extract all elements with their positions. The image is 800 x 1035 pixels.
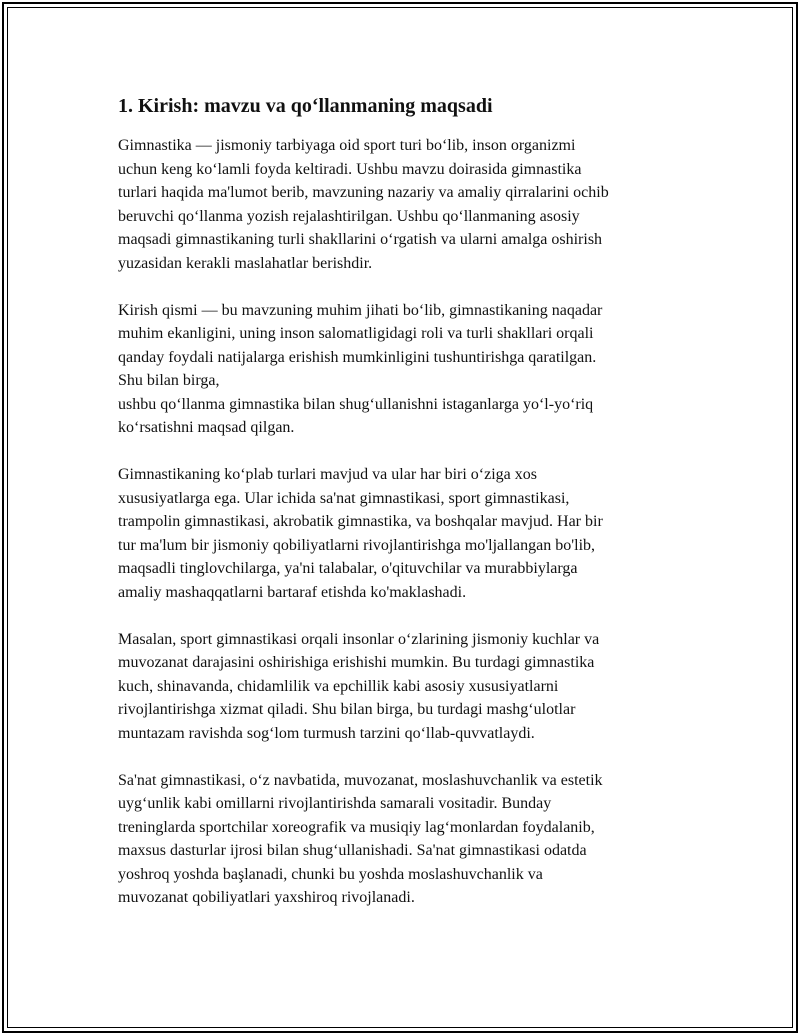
text-line: xususiyatlarga ega. Ular ichida sa'nat gimnastikasi, sport gimnastikasi, [118,489,570,507]
text-line: qanday foydali natijalarga erishish mumkinligini tushuntirishga qaratilgan. [118,348,597,366]
text-line: Shu bilan birga, [118,372,220,389]
text-line: yuzasidan kerakli maslahatlar berishdir. [118,254,373,272]
text-line: ushbu qo‘llanma gimnastika bilan shug‘ullanishni istaganlarga yo‘l-yo‘riq [118,395,594,413]
text-line: amaliy mashaqqatlarni bartaraf etishda ko'maklashadi. [118,583,467,601]
text-line: Kirish qismi — bu mavzuning muhim jihati bo‘lib, gimnastikaning naqadar [118,301,603,319]
paragraph-2 [118,299,688,440]
text-line: ko‘rsatishni maqsad qilgan. [118,419,295,436]
paragraph-1 [118,134,688,275]
text-line: muvozanat darajasini oshirishiga erishishi mumkin. Bu turdagi gimnastika [118,654,595,671]
text-line: Gimnastika — jismoniy tarbiyaga oid sport turi bo‘lib, inson organizmi [118,137,576,154]
text-line: trampolin gimnastikasi, akrobatik gimnastika, va boshqalar mavjud. Har bir [118,513,603,530]
paragraph-3 [118,463,688,604]
text-line: uchun keng ko‘lamli foyda keltiradi. Ushbu mavzu doirasida gimnastika [118,160,582,178]
text-line: uyg‘unlik kabi omillarni rivojlantirishda samarali vositadir. Bunday [118,795,552,812]
text-line: treninglarda sportchilar xoreografik va musiqiy lag‘monlardan foydalanib, [118,818,595,836]
text-line: turlari haqida ma'lumot berib, mavzuning nazariy va amaliy qirralarini ochib [118,184,609,201]
text-line: rivojlantirishga xizmat qiladi. Shu bilan birga, bu turdagi mashg‘ulotlar [118,701,576,718]
text-line: tur ma'lum bir jismoniy qobiliyatlarni rivojlantirishga mo'ljallangan bo'lib, [118,536,596,554]
text-line: yoshroq yoshda başlanadi, chunki bu yoshda moslashuvchanlik va [118,865,543,883]
text-line: Sa'nat gimnastikasi, o‘z navbatida, muvozanat, moslashuvchanlik va estetik [118,771,603,789]
document-body [118,92,688,933]
text-line: muntazam ravishda sog‘lom turmush tarzini qo‘llab-quvvatlaydi. [118,724,535,742]
text-line: muvozanat qobiliyatlari yaxshiroq rivojlanadi. [118,889,415,906]
text-line: maqsadli tinglovchilarga, ya'ni talabalar, o'qituvchilar va murabbiylarga [118,560,578,577]
text-line: muhim ekanligini, uning inson salomatligidagi roli va turli shakllari orqali [118,325,594,342]
text-line: Masalan, sport gimnastikasi orqali insonlar o‘zlarining jismoniy kuchlar va [118,630,600,648]
text-line: maxsus dasturlar ijrosi bilan shug‘ullanishadi. Sa'nat gimnastikasi odatda [118,842,587,859]
section-heading: 1. Kirish: mavzu va qo‘llanmaning maqsadi [118,95,493,117]
paragraph-4 [118,628,688,746]
text-line: beruvchi qo‘llanma yozish rejalashtirilgan. Ushbu qo‘llanmaning asosiy [118,207,580,225]
text-line: Gimnastikaning ko‘plab turlari mavjud va ular har biri o‘ziga xos [118,466,537,483]
text-line: kuch, shinavanda, chidamlilik va epchillik kabi asosiy xususiyatlarni [118,677,559,695]
paragraph-5 [118,769,688,910]
text-line: maqsadi gimnastikaning turli shakllarini o‘rgatish va ularni amalga oshirish [118,231,603,248]
